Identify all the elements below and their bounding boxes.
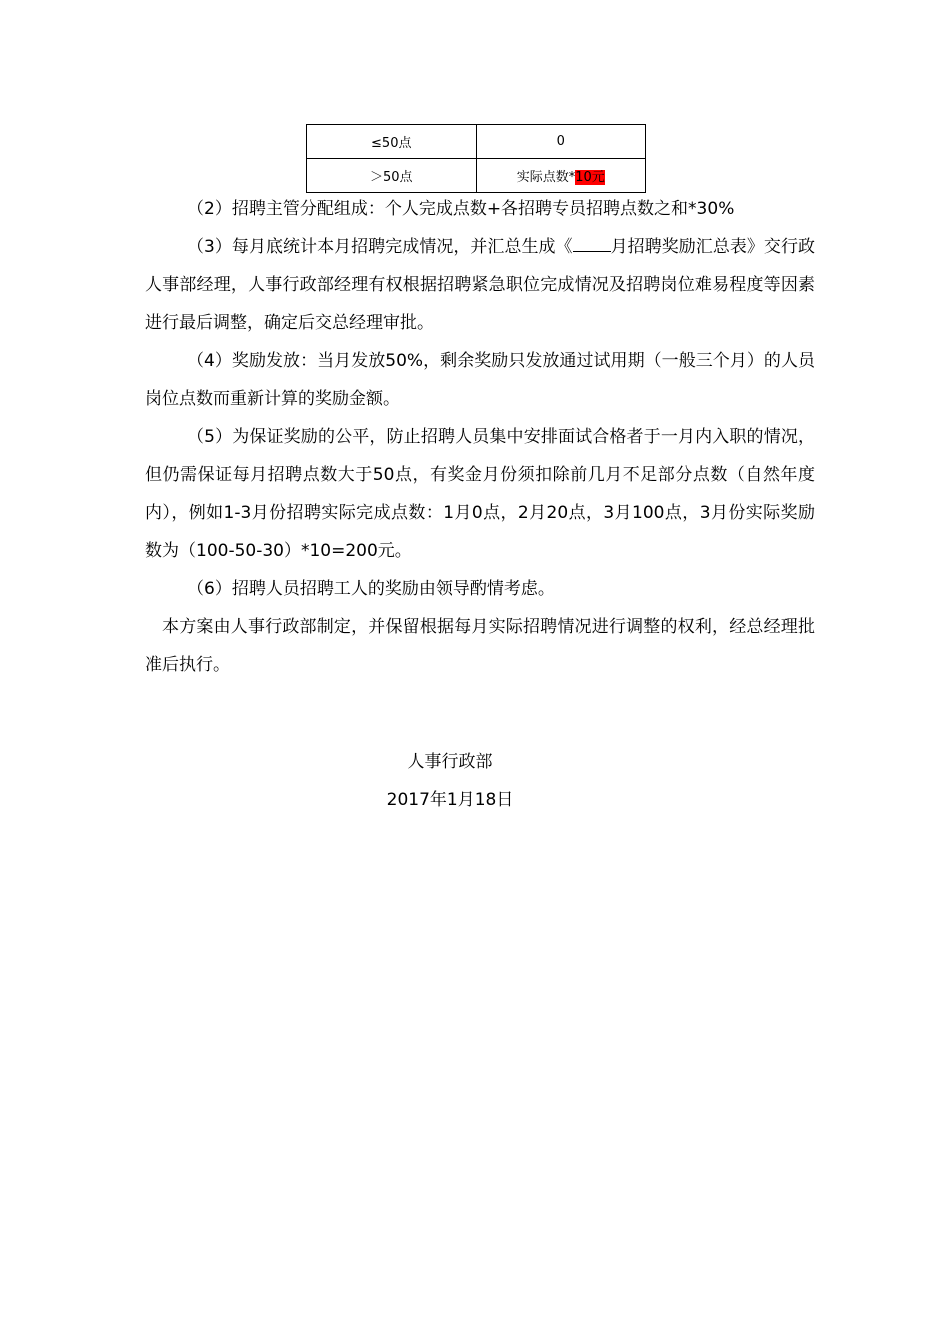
paragraph-item-6: （6）招聘人员招聘工人的奖励由领导酌情考虑。	[187, 579, 555, 599]
paragraph-item-5: （5）为保证奖励的公平，防止招聘人员集中安排面试合格者于一月内入职的情况，但仍需保证每月招聘点数大于50点，有奖金月份须扣除前几月不足部分点数（自然年度内），例如1-3月份招聘实际完成点数：1月0点，2月20点，3月100点，3月份实际奖励数为（100-50-30）*10=200元。	[145, 427, 815, 561]
fill-in-blank	[573, 237, 611, 252]
paragraph-item-2: （2）招聘主管分配组成：个人完成点数+各招聘专员招聘点数之和*30%	[187, 199, 735, 219]
paragraph-3-start: （3）每月底统计本月招聘完成情况，并汇总生成《	[187, 237, 573, 257]
signature-date: 2017年1月18日	[386, 790, 514, 810]
reward-formula-prefix: 实际点数*	[516, 170, 576, 185]
closing-paragraph: 本方案由人事行政部制定，并保留根据每月实际招聘情况进行调整的权利，经总经理批准后执行。	[145, 617, 815, 675]
paragraph-item-4: （4）奖励发放：当月发放50%，剩余奖励只发放通过试用期（一般三个月）的人员岗位点数而重新计算的奖励金额。	[145, 351, 815, 409]
table-cell-range: ＞50点	[307, 159, 477, 193]
table-cell-range: ≤50点	[307, 125, 477, 159]
highlighted-reward-rate: 10元	[575, 170, 605, 185]
document-body	[145, 190, 815, 684]
paragraph-item-3	[145, 228, 815, 342]
paragraph-3-end: 月招聘奖励汇总表》交行政人事部经理，人事行政部经理有权根据招聘紧急职位完成情况及招聘岗位难易程度等因素进行最后调整，确定后交总经理审批。	[145, 237, 815, 333]
table-cell-reward: 0	[476, 125, 646, 159]
table-row	[307, 125, 646, 159]
table-row	[307, 159, 646, 193]
reward-points-table	[306, 124, 646, 193]
table-cell-reward	[476, 159, 646, 193]
signature-department: 人事行政部	[407, 752, 493, 772]
